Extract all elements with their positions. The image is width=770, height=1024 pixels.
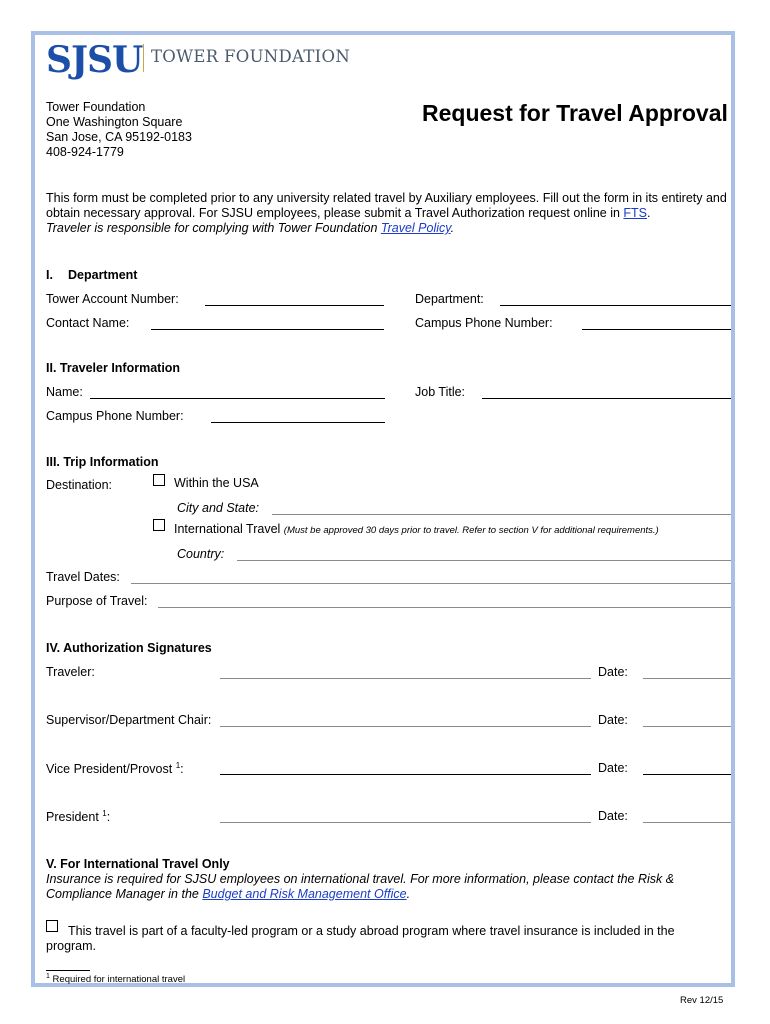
campus-phone-field[interactable] [582,329,731,330]
purpose-field[interactable] [158,607,731,608]
tower-account-label: Tower Account Number: [46,292,179,306]
within-usa-checkbox[interactable] [153,474,165,486]
job-title-field[interactable] [482,398,731,399]
vp-date-label: Date: [598,761,628,775]
supervisor-signature-field[interactable] [220,726,591,727]
traveler-phone-field[interactable] [211,422,385,423]
traveler-signature-label: Traveler: [46,665,95,679]
fts-link[interactable]: FTS [623,206,648,220]
president-date-label: Date: [598,809,628,823]
contact-name-label: Contact Name: [46,316,130,330]
section-1-heading: Department [68,268,138,282]
travel-dates-field[interactable] [131,583,731,584]
president-colon: : [106,810,111,825]
section-3-heading: III. Trip Information [46,455,159,469]
traveler-phone-label: Campus Phone Number: [46,409,184,423]
international-text: International Travel [174,522,281,536]
international-checkbox[interactable] [153,519,165,531]
country-field[interactable] [237,560,731,561]
insurance-text: Insurance is required for SJSU employees on international travel. For more information, please contact the Risk & Compliance Manager in the [46,872,675,901]
international-label [174,522,659,536]
within-usa-label: Within the USA [174,476,259,490]
intro-text-end: . [647,206,651,220]
faculty-led-text: This travel is part of a faculty-led program or a study abroad program where travel insurance is included in the program. [46,924,675,953]
campus-phone-label: Campus Phone Number: [415,316,553,330]
president-date-field[interactable] [643,822,731,823]
supervisor-date-label: Date: [598,713,628,727]
sjsu-logo: SJSU [46,39,143,81]
intro-text: This form must be completed prior to any university related travel by Auxiliary employees. Fill out the form in its entirety and obtain necessary approval. For SJSU employees, please submit a Travel Authorization request online in [46,191,727,220]
address-line: Tower Foundation [46,100,146,114]
section-1-number: I. [46,268,53,282]
supervisor-date-field[interactable] [643,726,731,727]
vp-colon: : [180,762,184,777]
travel-policy-link[interactable]: Travel Policy [380,221,451,235]
vp-date-field[interactable] [643,774,731,775]
footnote-mark: 1 [175,761,181,770]
international-note: (Must be approved 30 days prior to travel. Refer to section V for additional requirements.) [283,525,659,536]
job-title-label: Job Title: [415,385,466,399]
logo-divider [143,44,144,72]
foundation-address [46,100,192,160]
city-state-field[interactable] [272,514,731,515]
tower-foundation-logo: TOWER FOUNDATION [151,47,351,66]
address-line: San Jose, CA 95192-0183 [46,130,192,144]
footnote-text: Required for international travel [49,974,186,986]
name-field[interactable] [90,398,385,399]
department-field[interactable] [500,305,731,306]
contact-name-field[interactable] [151,329,384,330]
traveler-signature-field[interactable] [220,678,591,679]
country-label: Country: [177,547,225,561]
address-line: 408-924-1779 [46,145,124,159]
purpose-label: Purpose of Travel: [46,594,148,608]
supervisor-signature-label: Supervisor/Department Chair: [46,713,212,727]
footnote-mark: 1 [102,809,107,818]
vp-label-text: Vice President/Provost [46,762,176,777]
page-border [31,31,735,987]
traveler-date-field[interactable] [643,678,731,679]
section-4-heading: IV. Authorization Signatures [46,641,212,655]
tower-account-field[interactable] [205,305,384,306]
footnote [46,973,185,985]
footnote-number: 1 [46,973,50,980]
address-line: One Washington Square [46,115,183,129]
destination-label: Destination: [46,478,113,492]
name-label: Name: [46,385,83,399]
president-signature-field[interactable] [220,822,591,823]
insurance-paragraph [46,872,706,902]
section-5-heading: V. For International Travel Only [46,857,230,871]
city-state-label: City and State: [177,501,259,515]
intro-italic: Traveler is responsible for complying with Tower Foundation [46,221,381,235]
vp-signature-field[interactable] [220,774,591,775]
intro-italic-end: . [450,221,455,235]
page-title: Request for Travel Approval [422,100,728,126]
section-2-heading: II. Traveler Information [46,361,181,375]
travel-dates-label: Travel Dates: [46,570,120,584]
department-label: Department: [415,292,484,306]
vp-signature-label [46,761,184,776]
traveler-date-label: Date: [598,665,628,679]
footnote-rule [46,970,90,971]
insurance-end: . [406,887,411,901]
budget-office-link[interactable]: Budget and Risk Management Office [202,887,407,901]
president-label-text: President [46,810,103,825]
intro-paragraph [46,191,736,236]
president-signature-label [46,809,110,824]
revision-label: Rev 12/15 [680,995,724,1006]
